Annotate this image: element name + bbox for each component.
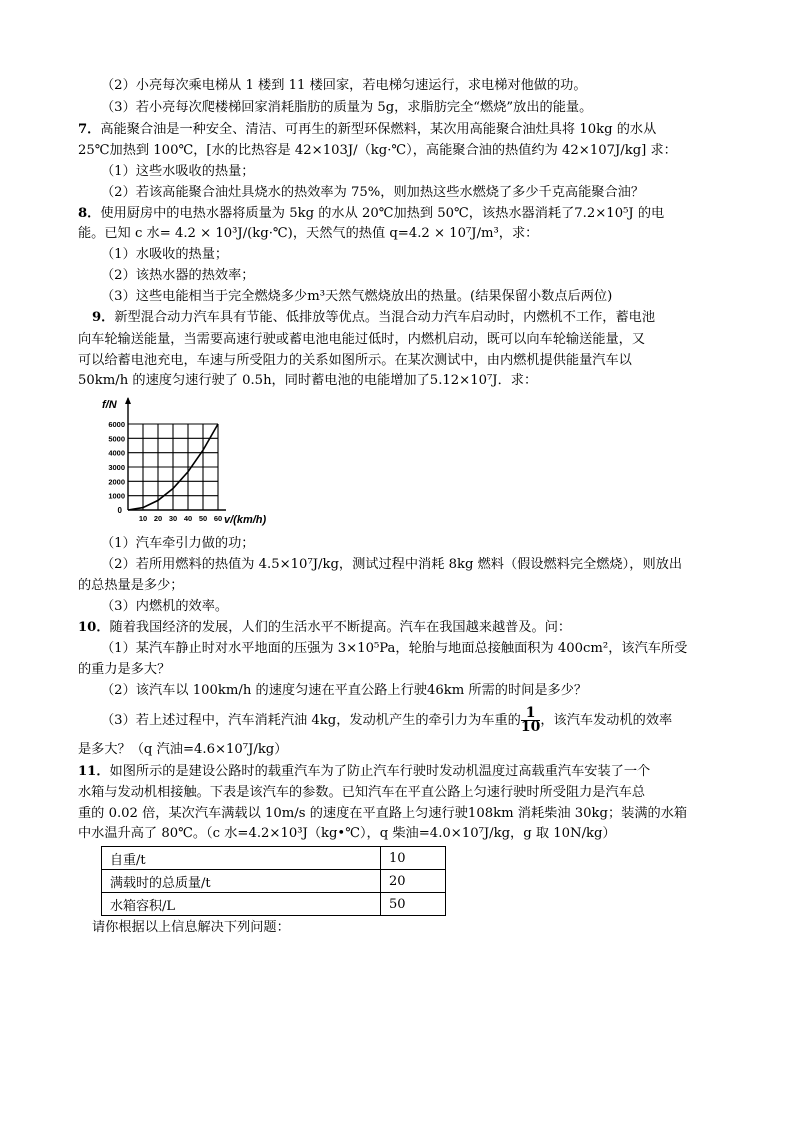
y-axis-label: f/N	[102, 399, 117, 411]
q7-stem-2: 25℃加热到 100℃，[水的比热容是 42×103J/（kg·℃），高能聚合油的热值约为 42×107J/kg] 求：	[78, 143, 677, 158]
q11-text-a: 如图所示的是建设公路时的载重汽车为了防止汽车行驶时发动机温度过高载重汽车安装了一个	[109, 764, 651, 779]
x-axis-label: v/(km/h)	[224, 514, 267, 526]
table-row	[102, 893, 446, 916]
q11-stem-4: 中水温升高了 80℃。（c 水=4.2×10³J（kg•℃），q 柴油=4.0×10⁷J/kg，g 取 10N/kg）	[78, 826, 616, 841]
vehicle-parameters-table	[101, 846, 446, 916]
y-tick-label: 4000	[108, 448, 125, 458]
q8-text-a: 使用厨房中的电热水器将质量为 5kg 的水从 20℃加热到 50℃，该热水器消耗了7.2×10⁵J 的电	[100, 206, 665, 221]
x-tick-label: 20	[153, 514, 163, 523]
param-value: 20	[381, 870, 446, 893]
x-tick-label: 30	[168, 514, 178, 523]
q10-number: 10．	[78, 620, 110, 635]
x-tick-label: 10	[138, 514, 148, 523]
q8-stem-2: 能。已知 c 水= 4.2 × 10³J/(kg·℃)，天然气的热值 q=4.2 × 10⁷J/m³，求：	[78, 226, 539, 241]
q11-stem-3: 重的 0.02 倍，某次汽车满载以 10m/s 的速度在平直路上匀速行驶108km 消耗柴油 30kg；装满的水箱	[78, 806, 688, 821]
table-row	[102, 847, 446, 870]
q11-instruction: 请你根据以上信息解决下列问题：	[92, 920, 290, 935]
one-tenth-fraction	[521, 707, 540, 734]
q10-stem	[78, 618, 718, 638]
q7-part1: （1）这些水吸收的热量；	[101, 164, 255, 179]
q8-number: 8．	[78, 206, 101, 221]
q11-stem-1	[78, 762, 718, 782]
y-tick-label: 3000	[108, 463, 125, 472]
q10-part1-cont: 的重力是多大？	[78, 662, 171, 677]
fraction-numerator: 1	[521, 707, 540, 721]
x-tick-label: 40	[183, 514, 193, 523]
q6-part2: （2）小亮每次乘电梯从 1 楼到 11 楼回家，若电梯匀速运行，求电梯对他做的功。	[101, 78, 587, 93]
table-row	[102, 870, 446, 893]
q9-part2: （2）若所用燃料的热值为 4.5×10⁷J/kg，测试过程中消耗 8kg 燃料（假设燃料完全燃烧），则放出	[101, 557, 683, 572]
q7-part2: （2）若该高能聚合油灶具烧水的热效率为 75%，则加热这些水燃烧了多少千克高能聚合油？	[101, 185, 645, 200]
param-label: 自重/t	[102, 847, 381, 870]
q9-stem-4: 50km/h 的速度匀速行驶了 0.5h，同时蓄电池的电能增加了5.12×10⁷J．求：	[78, 373, 538, 388]
q9-part1: （1）汽车牵引力做的功；	[101, 536, 255, 551]
q11-stem-2: 水箱与发动机相接触。下表是该汽车的参数。已知汽车在平直公路上匀速行驶时所受阻力是汽车总	[78, 785, 646, 800]
q8-part2: （2）该热水器的热效率；	[101, 268, 255, 283]
q9-stem-2: 向车轮输送能量，当需要高速行驶或蓄电池电能过低时，内燃机启动，既可以向车轮输送能量，又	[78, 332, 646, 347]
q9-stem-3: 可以给蓄电池充电，车速与所受阻力的关系如图所示。在某次测试中，由内燃机提供能量汽车以	[78, 353, 632, 368]
param-label: 满载时的总质量/t	[102, 870, 381, 893]
x-tick-label: 50	[198, 514, 208, 523]
q9-stem-1	[78, 308, 718, 328]
q10-part1: （1）某汽车静止时对水平地面的压强为 3×10⁵Pa，轮胎与地面总接触面积为 400cm²，该汽车所受	[101, 641, 688, 656]
q9-text-a: 新型混合动力汽车具有节能、低排放等优点。当混合动力汽车启动时，内燃机不工作，蓄电池	[114, 310, 656, 325]
q10-part2: （2）该汽车以 100km/h 的速度匀速在平直公路上行驶46km 所需的时间是多少？	[101, 683, 588, 698]
q7-text-a: 高能聚合油是一种安全、清洁、可再生的新型环保燃料，某次用高能聚合油灶具将 10kg 的水从	[100, 122, 657, 137]
q10-part3	[101, 707, 741, 734]
q9-number: 9．	[92, 310, 115, 325]
x-tick-label: 60	[213, 514, 223, 523]
q9-part3: （3）内燃机的效率。	[101, 599, 229, 614]
q10-text-a: 随着我国经济的发展，人们的生活水平不断提高。汽车在我国越来越普及。问：	[109, 620, 572, 635]
fraction-denominator: 10	[520, 719, 541, 735]
y-tick-label: 1000	[108, 491, 125, 501]
y-tick-label: 5000	[108, 434, 125, 444]
param-label: 水箱容积/L	[102, 893, 381, 916]
q10-part3-cont: 是多大？（q 汽油=4.6×10⁷J/kg）	[78, 742, 288, 757]
q8-part1: （1）水吸收的热量；	[101, 247, 229, 262]
q10-part3-text: （3）若上述过程中，汽车消耗汽油 4kg，发动机产生的牵引力为车重的	[101, 713, 521, 728]
q9-part2-cont: 的总热量是多少；	[78, 578, 184, 593]
q11-number: 11．	[78, 764, 110, 779]
y-tick-label: 6000	[108, 420, 125, 429]
q8-stem-1	[78, 204, 718, 224]
param-value: 10	[381, 847, 446, 870]
q6-part3: （3）若小亮每次爬楼梯回家消耗脂肪的质量为 5g，求脂肪完全“燃烧”放出的能量。	[101, 100, 593, 115]
q10-part3-end: ，该汽车发动机的效率	[540, 713, 673, 728]
q7-number: 7．	[78, 122, 101, 137]
q7-stem-1	[78, 120, 718, 140]
y-tick-label: 2000	[108, 477, 125, 487]
param-value: 50	[381, 893, 446, 916]
origin-label: 0	[117, 506, 122, 515]
y-axis-arrow	[125, 397, 131, 404]
speed-resistance-chart	[96, 394, 316, 530]
q8-part3: （3）这些电能相当于完全燃烧多少m³天然气燃烧放出的热量。(结果保留小数点后两位)	[101, 289, 613, 304]
